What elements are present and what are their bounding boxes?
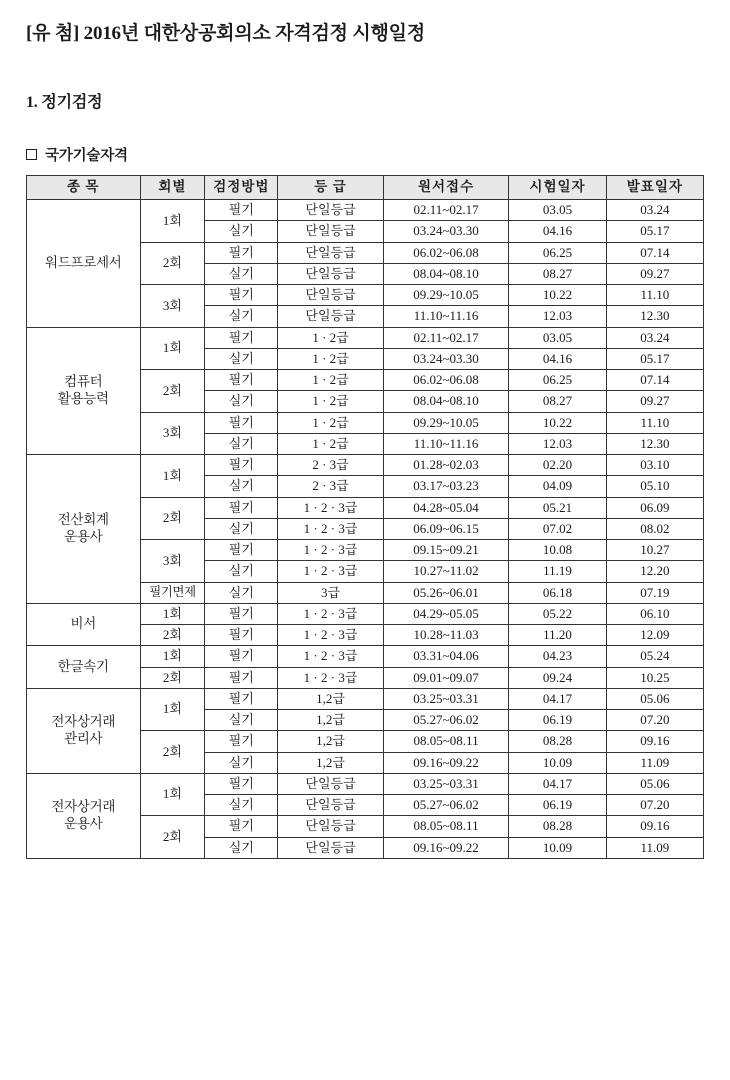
cell-exam-date: 12.03 — [509, 433, 606, 454]
cell-application-period: 10.28~11.03 — [383, 625, 509, 646]
cell-application-period: 03.31~04.06 — [383, 646, 509, 667]
column-header-subject: 종 목 — [27, 176, 141, 200]
cell-result-date: 05.17 — [606, 348, 703, 369]
cell-application-period: 03.25~03.31 — [383, 773, 509, 794]
cell-grade: 1 · 2급 — [278, 348, 383, 369]
cell-application-period: 04.28~05.04 — [383, 497, 509, 518]
cell-subject: 전산회계 운용사 — [27, 455, 141, 604]
sub-heading-label: 국가기술자격 — [45, 148, 128, 164]
cell-round: 2회 — [140, 242, 205, 285]
cell-grade: 단일등급 — [278, 773, 383, 794]
cell-grade: 1 · 2급 — [278, 412, 383, 433]
cell-result-date: 03.24 — [606, 200, 703, 221]
cell-exam-date: 07.02 — [509, 518, 606, 539]
cell-grade: 1 · 2급 — [278, 391, 383, 412]
cell-round: 2회 — [140, 370, 205, 413]
cell-grade: 단일등급 — [278, 837, 383, 858]
column-header-exam-date: 시험일자 — [509, 176, 606, 200]
cell-application-period: 04.29~05.05 — [383, 603, 509, 624]
cell-grade: 2 · 3급 — [278, 476, 383, 497]
cell-exam-date: 04.17 — [509, 688, 606, 709]
cell-grade: 단일등급 — [278, 221, 383, 242]
cell-method: 실기 — [205, 561, 278, 582]
cell-result-date: 10.25 — [606, 667, 703, 688]
cell-result-date: 03.10 — [606, 455, 703, 476]
cell-round: 2회 — [140, 625, 205, 646]
cell-method: 실기 — [205, 476, 278, 497]
cell-method: 실기 — [205, 795, 278, 816]
cell-round: 3회 — [140, 285, 205, 328]
cell-round: 2회 — [140, 667, 205, 688]
cell-result-date: 05.10 — [606, 476, 703, 497]
cell-result-date: 05.17 — [606, 221, 703, 242]
cell-method: 실기 — [205, 710, 278, 731]
cell-result-date: 09.16 — [606, 731, 703, 752]
cell-method: 필기 — [205, 200, 278, 221]
cell-round: 1회 — [140, 603, 205, 624]
cell-application-period: 09.01~09.07 — [383, 667, 509, 688]
cell-application-period: 03.17~03.23 — [383, 476, 509, 497]
cell-grade: 1 · 2 · 3급 — [278, 497, 383, 518]
table-row — [27, 200, 704, 221]
cell-grade: 1 · 2 · 3급 — [278, 540, 383, 561]
cell-application-period: 08.04~08.10 — [383, 391, 509, 412]
cell-method: 필기 — [205, 242, 278, 263]
cell-application-period: 01.28~02.03 — [383, 455, 509, 476]
cell-method: 실기 — [205, 306, 278, 327]
cell-exam-date: 08.28 — [509, 816, 606, 837]
cell-method: 실기 — [205, 221, 278, 242]
cell-method: 실기 — [205, 752, 278, 773]
cell-result-date: 12.30 — [606, 306, 703, 327]
cell-method: 필기 — [205, 773, 278, 794]
table-header-row — [27, 176, 704, 200]
cell-round: 3회 — [140, 412, 205, 455]
cell-result-date: 06.10 — [606, 603, 703, 624]
cell-application-period: 06.09~06.15 — [383, 518, 509, 539]
cell-application-period: 02.11~02.17 — [383, 200, 509, 221]
cell-subject: 비서 — [27, 603, 141, 646]
cell-result-date: 05.24 — [606, 646, 703, 667]
cell-round: 1회 — [140, 200, 205, 243]
cell-application-period: 06.02~06.08 — [383, 370, 509, 391]
cell-subject: 전자상거래 운용사 — [27, 773, 141, 858]
cell-application-period: 08.05~08.11 — [383, 731, 509, 752]
cell-round: 2회 — [140, 816, 205, 859]
cell-grade: 1 · 2급 — [278, 370, 383, 391]
cell-result-date: 07.14 — [606, 242, 703, 263]
cell-result-date: 08.02 — [606, 518, 703, 539]
cell-application-period: 11.10~11.16 — [383, 433, 509, 454]
cell-result-date: 07.14 — [606, 370, 703, 391]
cell-grade: 단일등급 — [278, 795, 383, 816]
cell-round: 1회 — [140, 773, 205, 816]
cell-method: 필기 — [205, 731, 278, 752]
cell-exam-date: 08.28 — [509, 731, 606, 752]
cell-application-period: 06.02~06.08 — [383, 242, 509, 263]
cell-method: 필기 — [205, 327, 278, 348]
cell-method: 실기 — [205, 837, 278, 858]
cell-exam-date: 08.27 — [509, 391, 606, 412]
cell-application-period: 09.16~09.22 — [383, 752, 509, 773]
cell-result-date: 10.27 — [606, 540, 703, 561]
table-header — [27, 176, 704, 200]
cell-grade: 1 · 2 · 3급 — [278, 625, 383, 646]
cell-exam-date: 04.16 — [509, 221, 606, 242]
cell-application-period: 08.04~08.10 — [383, 263, 509, 284]
cell-round: 1회 — [140, 688, 205, 731]
cell-round: 1회 — [140, 646, 205, 667]
cell-grade: 1 · 2 · 3급 — [278, 603, 383, 624]
cell-result-date: 07.19 — [606, 582, 703, 603]
cell-exam-date: 11.19 — [509, 561, 606, 582]
cell-method: 실기 — [205, 518, 278, 539]
cell-result-date: 12.30 — [606, 433, 703, 454]
column-header-application-period: 원서접수 — [383, 176, 509, 200]
cell-exam-date: 05.22 — [509, 603, 606, 624]
cell-grade: 단일등급 — [278, 285, 383, 306]
cell-method: 실기 — [205, 348, 278, 369]
cell-subject: 한글속기 — [27, 646, 141, 689]
cell-exam-date: 10.08 — [509, 540, 606, 561]
cell-grade: 단일등급 — [278, 263, 383, 284]
cell-exam-date: 06.18 — [509, 582, 606, 603]
cell-result-date: 11.09 — [606, 837, 703, 858]
cell-application-period: 05.27~06.02 — [383, 795, 509, 816]
cell-grade: 1 · 2 · 3급 — [278, 561, 383, 582]
cell-method: 필기 — [205, 370, 278, 391]
cell-grade: 1,2급 — [278, 710, 383, 731]
cell-exam-date: 04.23 — [509, 646, 606, 667]
page-title: [유 첨] 2016년 대한상공회의소 자격검정 시행일정 — [26, 23, 425, 44]
cell-method: 실기 — [205, 433, 278, 454]
cell-result-date: 07.20 — [606, 710, 703, 731]
cell-grade: 1,2급 — [278, 752, 383, 773]
cell-grade: 1 · 2 · 3급 — [278, 667, 383, 688]
cell-round: 1회 — [140, 455, 205, 498]
cell-exam-date: 04.09 — [509, 476, 606, 497]
cell-exam-date: 11.20 — [509, 625, 606, 646]
cell-grade: 단일등급 — [278, 306, 383, 327]
cell-application-period: 03.24~03.30 — [383, 348, 509, 369]
cell-result-date: 05.06 — [606, 773, 703, 794]
cell-application-period: 09.29~10.05 — [383, 285, 509, 306]
cell-method: 필기 — [205, 455, 278, 476]
cell-exam-date: 02.20 — [509, 455, 606, 476]
cell-round: 3회 — [140, 540, 205, 583]
cell-grade: 단일등급 — [278, 816, 383, 837]
cell-exam-date: 06.19 — [509, 795, 606, 816]
cell-grade: 1 · 2급 — [278, 433, 383, 454]
cell-application-period: 09.16~09.22 — [383, 837, 509, 858]
cell-result-date: 07.20 — [606, 795, 703, 816]
table-row — [27, 603, 704, 624]
cell-method: 실기 — [205, 582, 278, 603]
cell-exam-date: 05.21 — [509, 497, 606, 518]
cell-method: 실기 — [205, 263, 278, 284]
cell-application-period: 03.24~03.30 — [383, 221, 509, 242]
cell-result-date: 11.10 — [606, 285, 703, 306]
column-header-result-date: 발표일자 — [606, 176, 703, 200]
cell-round: 2회 — [140, 497, 205, 540]
cell-exam-date: 06.25 — [509, 370, 606, 391]
cell-method: 필기 — [205, 646, 278, 667]
cell-grade: 1,2급 — [278, 688, 383, 709]
column-header-round: 회별 — [140, 176, 205, 200]
cell-application-period: 08.05~08.11 — [383, 816, 509, 837]
certification-schedule-table — [26, 175, 704, 859]
cell-grade: 1 · 2급 — [278, 327, 383, 348]
section-heading: 1. 정기검정 — [26, 94, 103, 111]
cell-exam-date: 09.24 — [509, 667, 606, 688]
cell-method: 실기 — [205, 391, 278, 412]
cell-result-date: 05.06 — [606, 688, 703, 709]
cell-grade: 1 · 2 · 3급 — [278, 518, 383, 539]
cell-round: 1회 — [140, 327, 205, 370]
cell-grade: 1 · 2 · 3급 — [278, 646, 383, 667]
cell-exam-date: 08.27 — [509, 263, 606, 284]
cell-round: 2회 — [140, 731, 205, 774]
empty-checkbox-icon — [26, 149, 37, 160]
cell-exam-date: 04.17 — [509, 773, 606, 794]
table-row — [27, 688, 704, 709]
cell-exam-date: 12.03 — [509, 306, 606, 327]
cell-application-period: 05.27~06.02 — [383, 710, 509, 731]
cell-exam-date: 04.16 — [509, 348, 606, 369]
table-row — [27, 646, 704, 667]
cell-application-period: 02.11~02.17 — [383, 327, 509, 348]
cell-method: 필기 — [205, 816, 278, 837]
cell-result-date: 11.09 — [606, 752, 703, 773]
cell-method: 필기 — [205, 285, 278, 306]
cell-application-period: 10.27~11.02 — [383, 561, 509, 582]
cell-exam-date: 03.05 — [509, 327, 606, 348]
column-header-grade: 등 급 — [278, 176, 383, 200]
cell-result-date: 12.09 — [606, 625, 703, 646]
cell-result-date: 09.27 — [606, 391, 703, 412]
cell-method: 필기 — [205, 540, 278, 561]
cell-exam-date: 06.25 — [509, 242, 606, 263]
cell-subject: 전자상거래 관리사 — [27, 688, 141, 773]
cell-application-period: 11.10~11.16 — [383, 306, 509, 327]
cell-method: 필기 — [205, 497, 278, 518]
cell-subject: 컴퓨터 활용능력 — [27, 327, 141, 455]
cell-result-date: 11.10 — [606, 412, 703, 433]
cell-method: 필기 — [205, 688, 278, 709]
cell-grade: 단일등급 — [278, 242, 383, 263]
cell-exam-date: 03.05 — [509, 200, 606, 221]
cell-subject: 워드프로세서 — [27, 200, 141, 328]
table-row — [27, 327, 704, 348]
cell-grade: 2 · 3급 — [278, 455, 383, 476]
cell-exam-date: 10.22 — [509, 285, 606, 306]
cell-result-date: 06.09 — [606, 497, 703, 518]
sub-heading — [26, 144, 704, 165]
cell-result-date: 03.24 — [606, 327, 703, 348]
cell-application-period: 03.25~03.31 — [383, 688, 509, 709]
cell-result-date: 12.20 — [606, 561, 703, 582]
cell-exam-date: 10.09 — [509, 752, 606, 773]
cell-method: 필기 — [205, 625, 278, 646]
cell-method: 필기 — [205, 667, 278, 688]
cell-round: 필기면제 — [140, 582, 205, 603]
cell-exam-date: 10.22 — [509, 412, 606, 433]
table-row — [27, 455, 704, 476]
cell-application-period: 09.29~10.05 — [383, 412, 509, 433]
cell-exam-date: 10.09 — [509, 837, 606, 858]
cell-result-date: 09.27 — [606, 263, 703, 284]
cell-method: 필기 — [205, 412, 278, 433]
column-header-method: 검정방법 — [205, 176, 278, 200]
cell-grade: 3급 — [278, 582, 383, 603]
cell-grade: 단일등급 — [278, 200, 383, 221]
cell-exam-date: 06.19 — [509, 710, 606, 731]
cell-method: 필기 — [205, 603, 278, 624]
cell-result-date: 09.16 — [606, 816, 703, 837]
cell-application-period: 09.15~09.21 — [383, 540, 509, 561]
table-row — [27, 773, 704, 794]
table-body — [27, 200, 704, 859]
cell-application-period: 05.26~06.01 — [383, 582, 509, 603]
cell-grade: 1,2급 — [278, 731, 383, 752]
